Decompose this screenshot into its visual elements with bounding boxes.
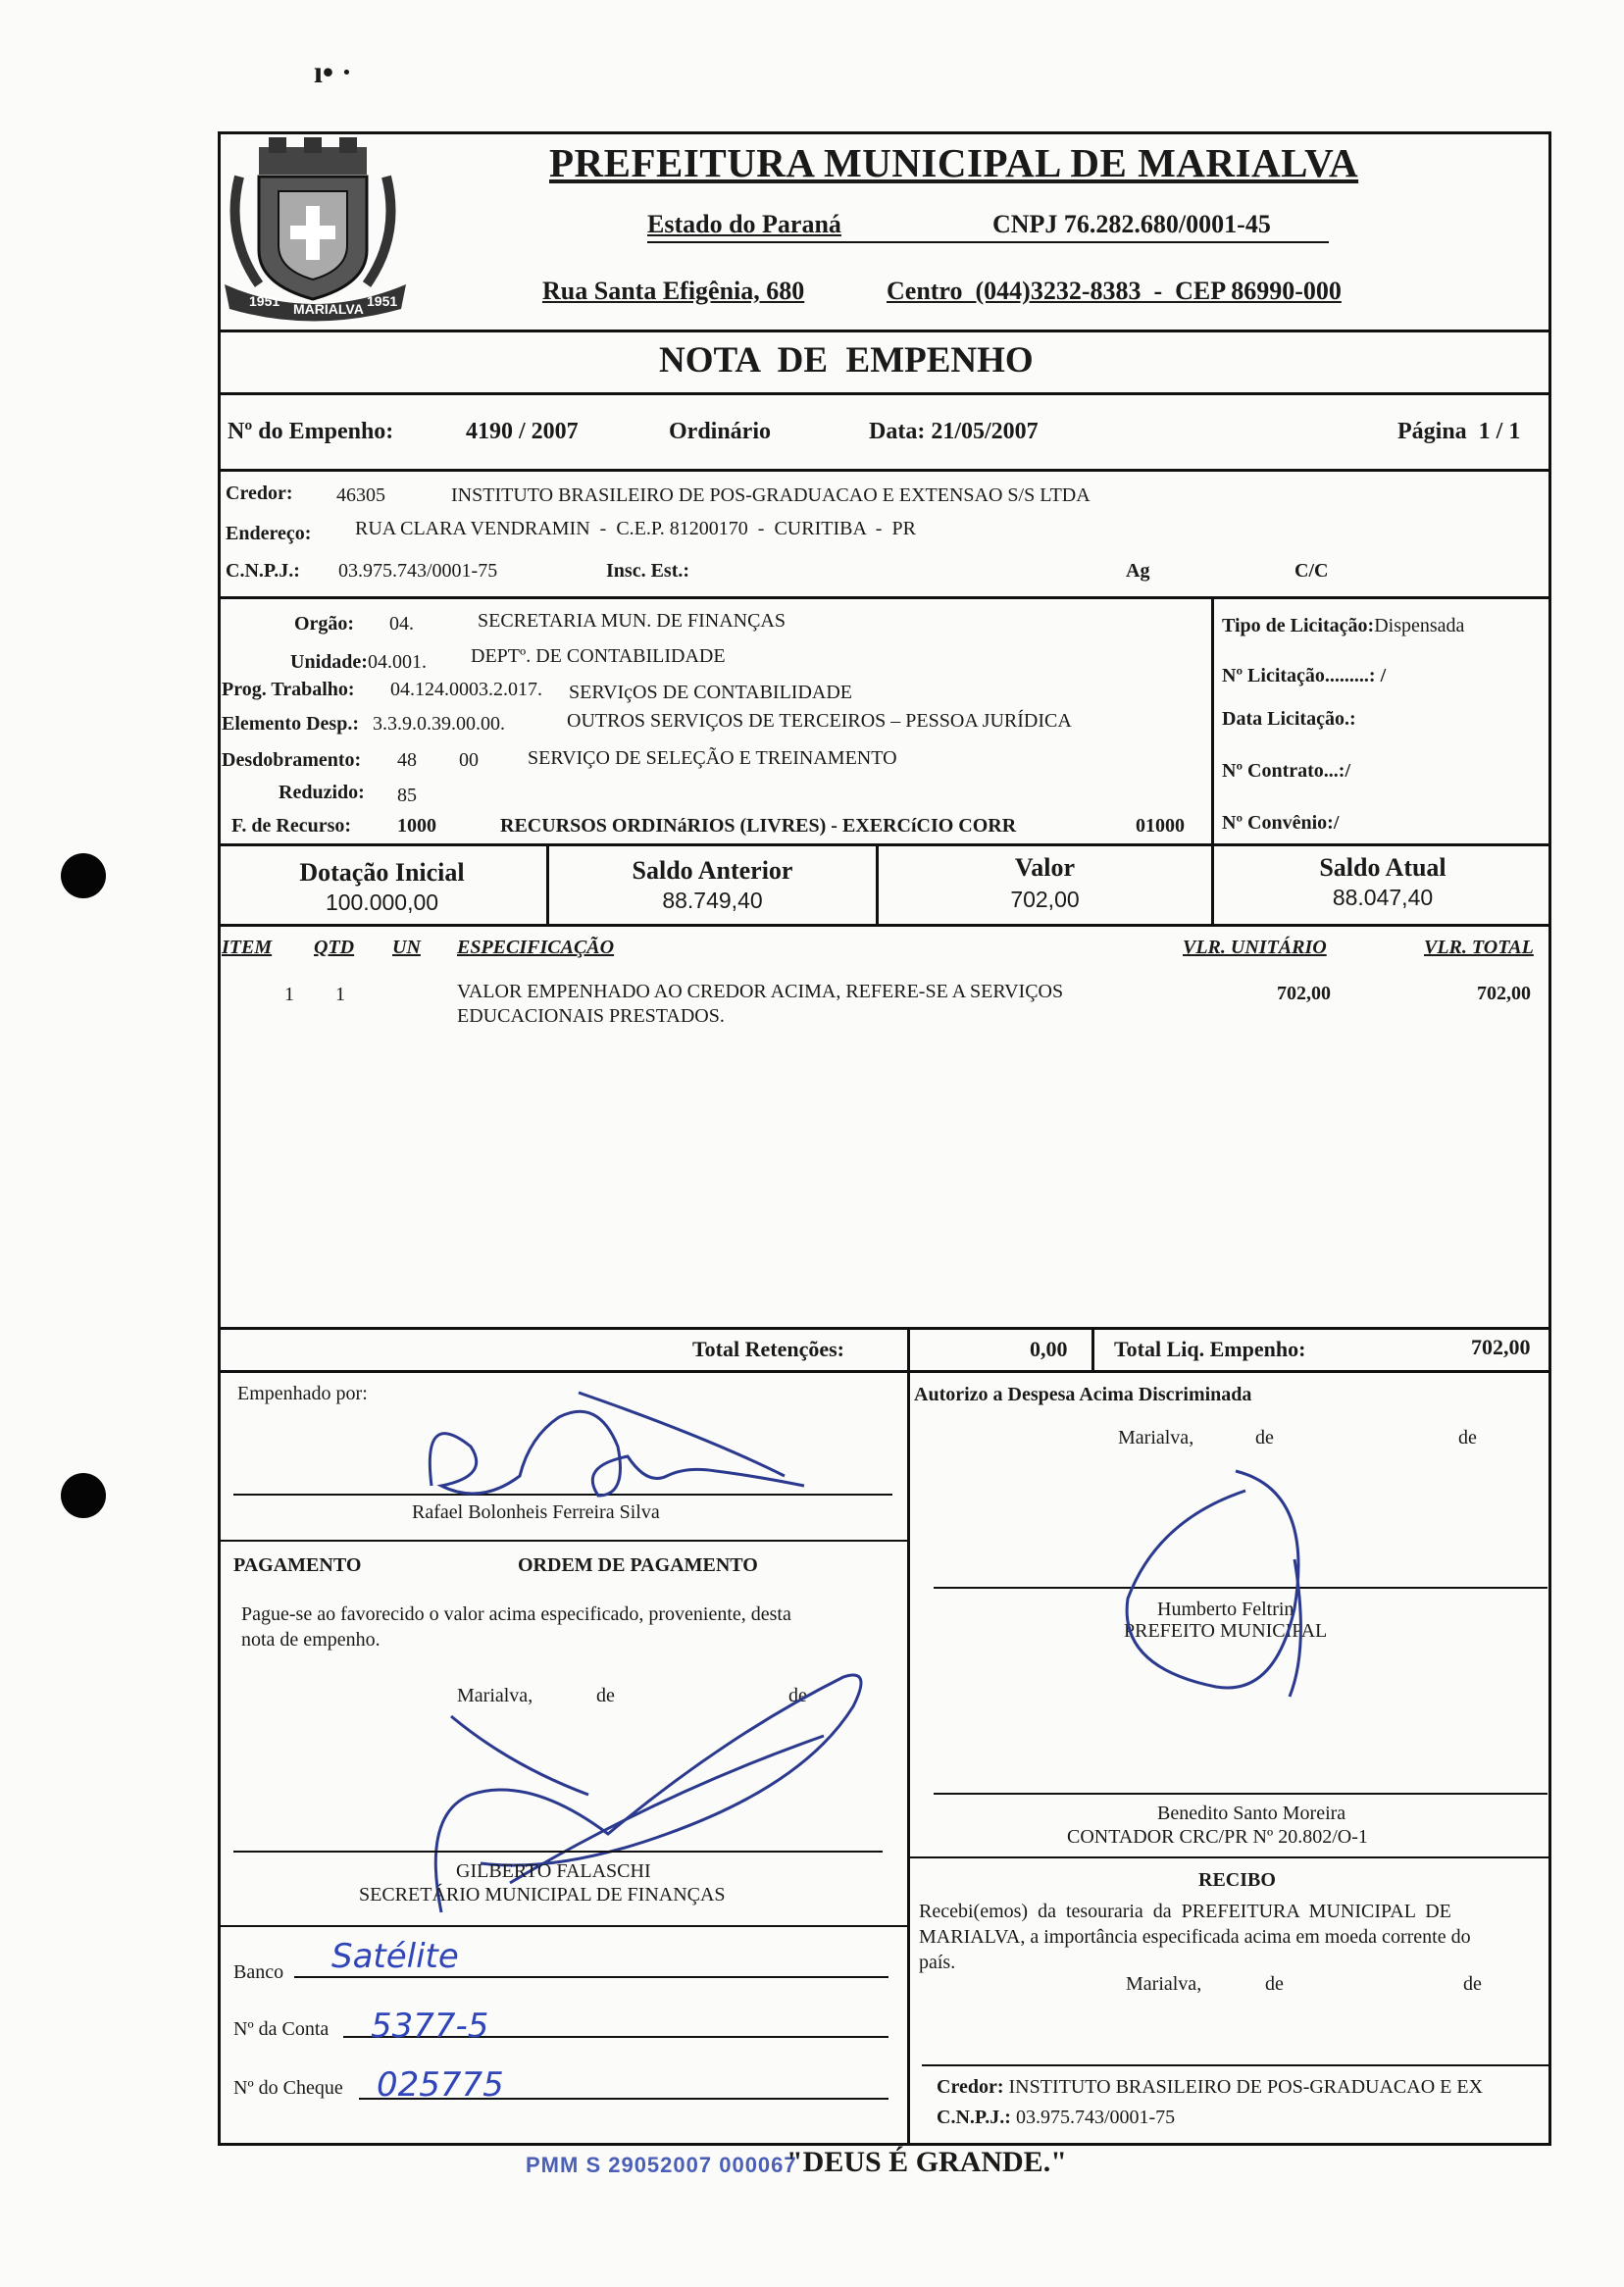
autorizo-de1: de bbox=[1255, 1427, 1274, 1448]
divider bbox=[218, 1540, 907, 1542]
contact-label: Centro (044)3232-8383 - CEP 86990-000 bbox=[887, 277, 1342, 305]
row-total: 702,00 bbox=[1477, 983, 1531, 1004]
secretario-nome: GILBERTO FALASCHI bbox=[456, 1860, 651, 1882]
divider bbox=[907, 1856, 1551, 1858]
desd-code1: 48 bbox=[397, 749, 417, 771]
banco-label: Banco bbox=[233, 1961, 284, 1983]
pagamento-label: PAGAMENTO bbox=[233, 1554, 362, 1576]
divider bbox=[907, 1370, 910, 2146]
recibo-label: RECIBO bbox=[1198, 1869, 1276, 1891]
empenho-date: Data: 21/05/2007 bbox=[869, 419, 1039, 444]
prefeito-nome: Humberto Feltrin bbox=[1157, 1599, 1294, 1620]
desd-code2: 00 bbox=[459, 749, 479, 771]
empenhado-label: Empenhado por: bbox=[237, 1383, 368, 1404]
tipo-licitacao-label: Tipo de Licitação: bbox=[1222, 615, 1375, 636]
ret-value: 0,00 bbox=[1030, 1337, 1068, 1361]
svg-text:1951: 1951 bbox=[249, 293, 280, 309]
page-title: PREFEITURA MUNICIPAL DE MARIALVA bbox=[549, 140, 1359, 185]
col-item: ITEM bbox=[222, 937, 273, 958]
prog-label: Prog. Trabalho: bbox=[222, 679, 355, 700]
footer-stamp: PMM S 29052007 000067 bbox=[526, 2153, 797, 2177]
fonte-label: F. de Recurso: bbox=[231, 815, 352, 837]
elem-label: Elemento Desp.: bbox=[222, 713, 359, 735]
orgao-label: Orgão: bbox=[294, 613, 355, 635]
credor-cnpj: 03.975.743/0001-75 bbox=[338, 560, 498, 582]
credor-code: 46305 bbox=[336, 484, 385, 506]
prog-name: SERVIçOS DE CONTABILIDADE bbox=[569, 682, 852, 703]
row-spec-2: EDUCACIONAIS PRESTADOS. bbox=[457, 1005, 725, 1027]
recibo-credor bbox=[937, 2076, 1483, 2099]
autorizo-marialva: Marialva, bbox=[1118, 1427, 1194, 1448]
recibo-texto-1: Recebi(emos) da tesouraria da PREFEITURA MUNICIPAL DE bbox=[919, 1901, 1451, 1922]
state-label: Estado do Paraná bbox=[647, 210, 841, 238]
col-qtd: QTD bbox=[314, 937, 355, 958]
cnpj-label: CNPJ 76.282.680/0001-45 bbox=[992, 210, 1271, 238]
divider bbox=[218, 596, 1551, 599]
col-spec: ESPECIFICAÇÃO bbox=[457, 937, 615, 958]
recibo-credor-value: INSTITUTO BRASILEIRO DE POS-GRADUACAO E EX bbox=[1008, 2076, 1484, 2098]
document-title: NOTA DE EMPENHO bbox=[659, 340, 1034, 381]
num-licitacao: Nº Licitação.........: / bbox=[1222, 665, 1387, 686]
credor-label: Credor: bbox=[226, 483, 293, 504]
divider bbox=[907, 1327, 910, 1370]
col-unit: VLR. UNITÁRIO bbox=[1183, 937, 1327, 958]
empenho-number: 4190 / 2007 bbox=[466, 419, 579, 444]
secretario-cargo: SECRETÁRIO MUNICIPAL DE FINANÇAS bbox=[359, 1884, 726, 1906]
recibo-texto-3: país. bbox=[919, 1952, 956, 1973]
col-un: UN bbox=[392, 937, 421, 958]
fonte-code: 1000 bbox=[397, 815, 436, 837]
pagamento-texto-1: Pague-se ao favorecido o valor acima especificado, proveniente, desta bbox=[241, 1603, 791, 1625]
dotacao-label: Dotação Inicial bbox=[299, 858, 465, 887]
desd-name: SERVIÇO DE SELEÇÃO E TREINAMENTO bbox=[528, 747, 897, 769]
recibo-credor-label: Credor: bbox=[937, 2076, 1004, 2098]
divider bbox=[218, 469, 1551, 472]
footer-motto: "DEUS É GRANDE." bbox=[787, 2146, 1067, 2178]
address-label: Rua Santa Efigênia, 680 bbox=[542, 277, 805, 305]
fonte-name: RECURSOS ORDINáRIOS (LIVRES) - EXERCíCIO CORR bbox=[500, 815, 1017, 837]
tipo-licitacao-value: Dispensada bbox=[1374, 615, 1465, 636]
liq-label: Total Liq. Empenho: bbox=[1114, 1337, 1306, 1361]
pagamento-marialva: Marialva, bbox=[457, 1685, 533, 1706]
divider bbox=[218, 330, 1551, 332]
punch-hole bbox=[61, 1473, 106, 1518]
banco-value: Satélite bbox=[331, 1937, 459, 1976]
desd-label: Desdobramento: bbox=[222, 749, 362, 771]
contador-nome: Benedito Santo Moreira bbox=[1157, 1803, 1346, 1824]
unidade-name: DEPTº. DE CONTABILIDADE bbox=[471, 645, 726, 667]
recibo-cnpj-value: 03.975.743/0001-75 bbox=[1015, 2107, 1176, 2128]
divider bbox=[1211, 596, 1214, 843]
prefeito-signature bbox=[1098, 1451, 1334, 1706]
divider bbox=[218, 392, 1551, 395]
divider bbox=[1091, 1327, 1094, 1370]
empenhado-signature bbox=[373, 1378, 824, 1525]
recibo-cnpj-label: C.N.P.J.: bbox=[937, 2107, 1011, 2128]
svg-text:MARIALVA: MARIALVA bbox=[293, 301, 364, 317]
signature-line bbox=[922, 2064, 1551, 2066]
credor-address: RUA CLARA VENDRAMIN - C.E.P. 81200170 - CURITIBA - PR bbox=[355, 518, 916, 539]
prog-code: 04.124.0003.2.017. bbox=[390, 679, 542, 700]
scan-mark: ı• · bbox=[314, 54, 352, 89]
conta-value: 5377-5 bbox=[371, 2007, 489, 2046]
unidade-label: Unidade: bbox=[290, 651, 368, 673]
orgao-code: 04. bbox=[389, 613, 414, 635]
ag-label: Ag bbox=[1126, 560, 1150, 582]
valor-value: 702,00 bbox=[1010, 887, 1080, 912]
num-convenio: Nº Convênio:/ bbox=[1222, 812, 1340, 834]
dotacao-value: 100.000,00 bbox=[325, 889, 439, 915]
atual-label: Saldo Atual bbox=[1319, 853, 1446, 882]
fonte-extra: 01000 bbox=[1136, 815, 1185, 837]
divider bbox=[218, 924, 1551, 927]
recibo-de2: de bbox=[1463, 1973, 1482, 1995]
liq-value: 702,00 bbox=[1471, 1335, 1531, 1359]
recibo-texto-2: MARIALVA, a importância especificada acima em moeda corrente do bbox=[919, 1926, 1471, 1948]
credor-name: INSTITUTO BRASILEIRO DE POS-GRADUACAO E EXTENSAO S/S LTDA bbox=[451, 484, 1091, 506]
municipal-crest bbox=[220, 137, 412, 330]
banco-line bbox=[294, 1976, 888, 1978]
svg-text:1951: 1951 bbox=[367, 293, 398, 309]
prefeito-cargo: PREFEITO MUNICIPAL bbox=[1124, 1620, 1328, 1642]
autorizo-de2: de bbox=[1458, 1427, 1477, 1448]
atual-value: 88.047,40 bbox=[1332, 885, 1434, 910]
unidade-code: 04.001. bbox=[368, 651, 427, 673]
cheque-label: Nº do Cheque bbox=[233, 2077, 343, 2099]
row-item: 1 bbox=[284, 984, 294, 1005]
divider bbox=[218, 1327, 1551, 1330]
data-licitacao: Data Licitação.: bbox=[1222, 708, 1356, 730]
cnpj-field-label: C.N.P.J.: bbox=[226, 560, 300, 582]
pagamento-de1: de bbox=[596, 1685, 615, 1706]
reduzido-label: Reduzido: bbox=[279, 782, 365, 803]
cc-label: C/C bbox=[1294, 560, 1329, 582]
valor-label: Valor bbox=[1014, 853, 1076, 882]
orgao-name: SECRETARIA MUN. DE FINANÇAS bbox=[478, 610, 786, 632]
recibo-marialva: Marialva, bbox=[1126, 1973, 1202, 1995]
pagamento-texto-2: nota de empenho. bbox=[241, 1629, 381, 1651]
contador-cargo: CONTADOR CRC/PR Nº 20.802/O-1 bbox=[1067, 1826, 1368, 1848]
signature-line bbox=[934, 1793, 1548, 1795]
ordem-label: ORDEM DE PAGAMENTO bbox=[518, 1554, 758, 1576]
anterior-value: 88.749,40 bbox=[662, 888, 763, 913]
col-total: VLR. TOTAL bbox=[1424, 937, 1534, 958]
ret-label: Total Retenções: bbox=[692, 1337, 844, 1361]
row-unit: 702,00 bbox=[1277, 983, 1331, 1004]
divider bbox=[218, 1370, 1551, 1373]
conta-label: Nº da Conta bbox=[233, 2018, 330, 2040]
pagamento-de2: de bbox=[788, 1685, 807, 1706]
row-qtd: 1 bbox=[335, 984, 345, 1005]
recibo-de1: de bbox=[1265, 1973, 1284, 1995]
cheque-value: 025775 bbox=[377, 2065, 504, 2105]
divider bbox=[218, 1925, 907, 1927]
reduzido-value: 85 bbox=[397, 785, 417, 806]
elem-name: OUTROS SERVIÇOS DE TERCEIROS – PESSOA JURÍDICA bbox=[567, 710, 1072, 732]
header-underline bbox=[647, 241, 1329, 243]
row-spec-1: VALOR EMPENHADO AO CREDOR ACIMA, REFERE-SE A SERVIÇOS bbox=[457, 981, 1064, 1002]
anterior-label: Saldo Anterior bbox=[632, 856, 793, 885]
empenhado-nome: Rafael Bolonheis Ferreira Silva bbox=[412, 1501, 660, 1523]
punch-hole bbox=[61, 853, 106, 898]
divider bbox=[218, 843, 1551, 846]
empenho-number-label: Nº do Empenho: bbox=[228, 419, 394, 444]
signature-line bbox=[233, 1851, 883, 1853]
insc-label: Insc. Est.: bbox=[606, 560, 690, 582]
num-contrato: Nº Contrato...:/ bbox=[1222, 760, 1351, 782]
tipo-licitacao bbox=[1222, 615, 1464, 637]
autorizo-label: Autorizo a Despesa Acima Discriminada bbox=[914, 1384, 1252, 1405]
page-number: Página 1 / 1 bbox=[1397, 419, 1521, 444]
recibo-cnpj bbox=[937, 2107, 1175, 2129]
address-field-label: Endereço: bbox=[226, 523, 312, 544]
elem-code: 3.3.9.0.39.00.00. bbox=[373, 713, 505, 735]
empenho-type: Ordinário bbox=[669, 419, 772, 444]
